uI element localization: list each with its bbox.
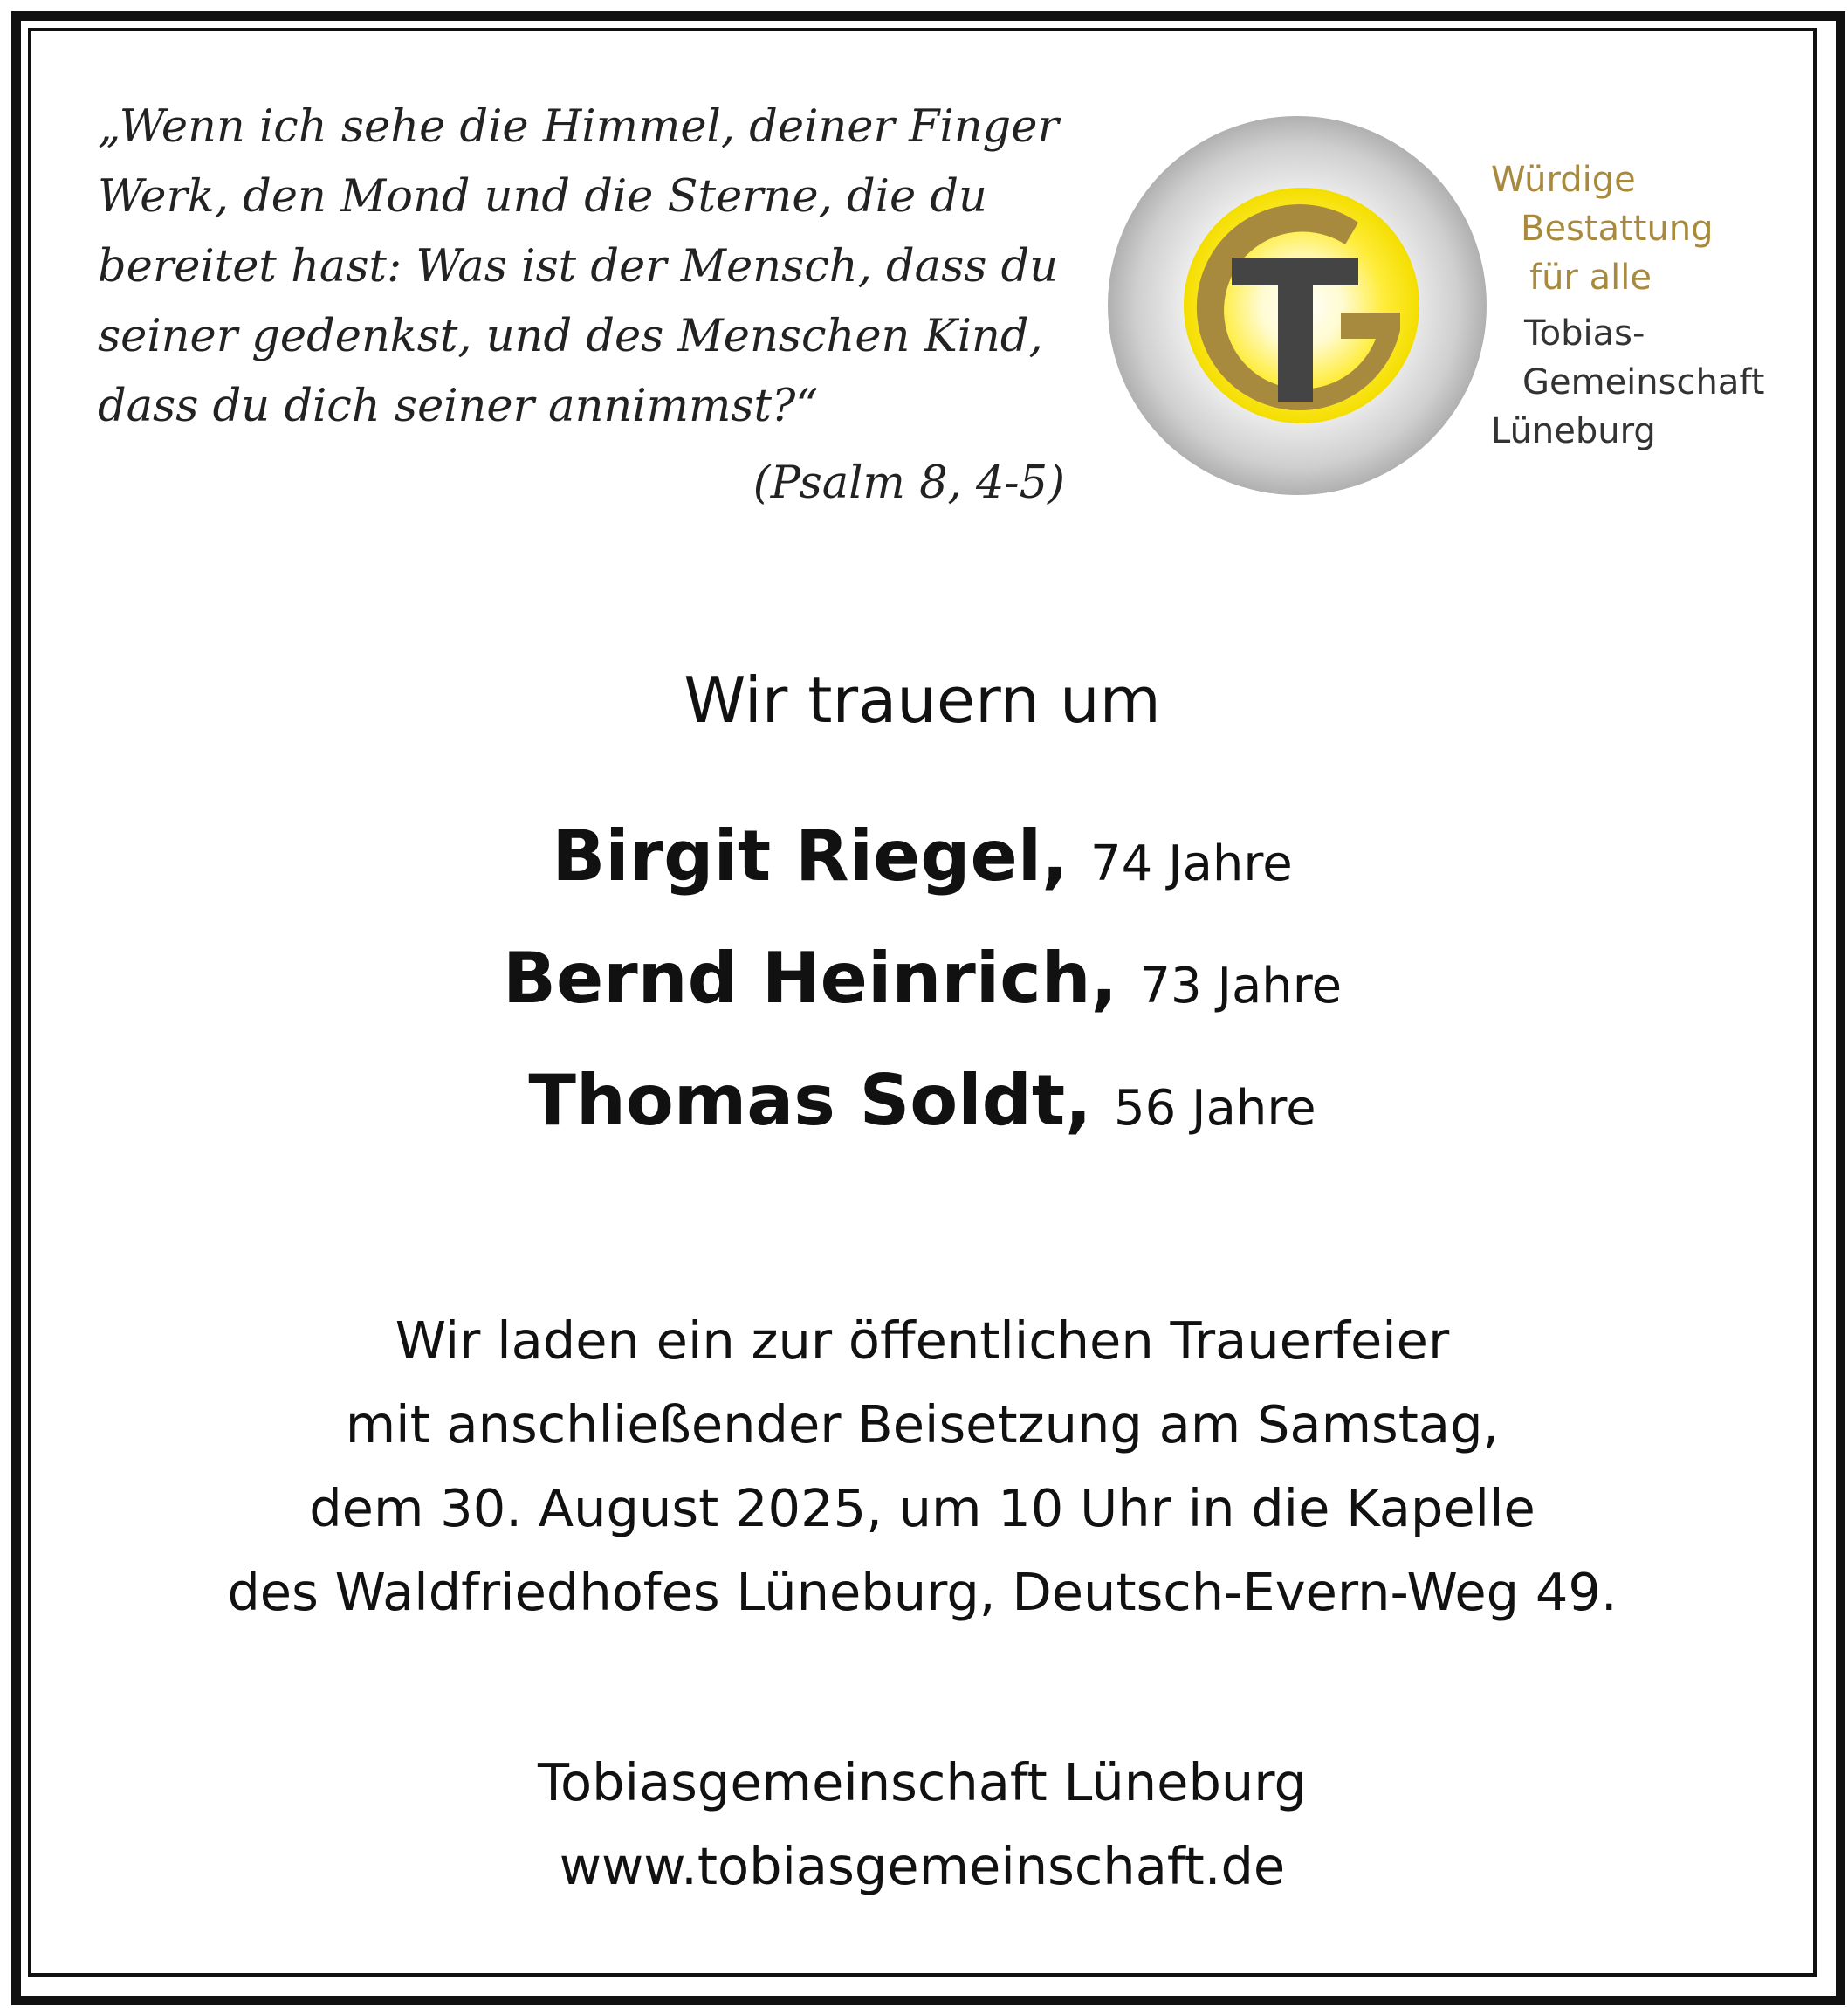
funeral-invitation xyxy=(31,1299,1813,1634)
invitation-line: des Waldfriedhofes Lüneburg, Deutsch-Evern-Weg 49. xyxy=(227,1562,1618,1622)
invitation-line: Wir laden ein zur öffentlichen Trauerfeier xyxy=(395,1310,1450,1371)
person-age: 74 Jahre xyxy=(1090,836,1293,892)
quote-source: (Psalm 8, 4-5) xyxy=(752,457,1065,509)
org-caption-line: Tobias- xyxy=(1524,313,1645,354)
person-name: Birgit Riegel, xyxy=(552,815,1068,897)
quote-line: „Wenn ich sehe die Himmel, deiner Finger xyxy=(98,101,1059,153)
person-age: 73 Jahre xyxy=(1139,958,1343,1014)
tobias-gemeinschaft-logo xyxy=(1105,113,1489,498)
organization-name: Tobiasgemeinschaft Lüneburg xyxy=(538,1752,1307,1812)
person-name: Bernd Heinrich, xyxy=(502,938,1117,1019)
tagline-line: Würdige xyxy=(1491,160,1636,200)
deceased-person xyxy=(31,815,1813,897)
quote-line: bereitet hast: Was ist der Mensch, dass du xyxy=(98,241,1059,292)
invitation-line: dem 30. August 2025, um 10 Uhr in die Kapelle xyxy=(309,1478,1535,1538)
person-age: 56 Jahre xyxy=(1114,1080,1316,1137)
psalm-quote xyxy=(98,93,1068,442)
org-caption-line: Lüneburg xyxy=(1491,411,1656,451)
logo-caption xyxy=(1491,155,1779,456)
tagline-line: für alle xyxy=(1529,258,1652,298)
org-caption-line: Gemeinschaft xyxy=(1522,362,1765,402)
deceased-person xyxy=(31,1060,1813,1141)
tagline-line: Bestattung xyxy=(1521,209,1714,249)
person-name: Thomas Soldt, xyxy=(528,1060,1092,1141)
quote-line: seiner gedenkst, und des Menschen Kind, xyxy=(98,311,1043,362)
invitation-line: mit anschließender Beisetzung am Samstag, xyxy=(345,1394,1500,1454)
footer xyxy=(31,1741,1813,1908)
logo-letter-t-stem xyxy=(1278,258,1313,402)
quote-line: dass du dich seiner annimmst?“ xyxy=(98,381,819,432)
website-link[interactable]: www.tobiasgemeinschaft.de xyxy=(559,1836,1286,1896)
quote-line: Werk, den Mond und die Sterne, die du xyxy=(98,171,987,223)
deceased-person xyxy=(31,938,1813,1019)
mourning-intro: Wir trauern um xyxy=(684,664,1161,737)
